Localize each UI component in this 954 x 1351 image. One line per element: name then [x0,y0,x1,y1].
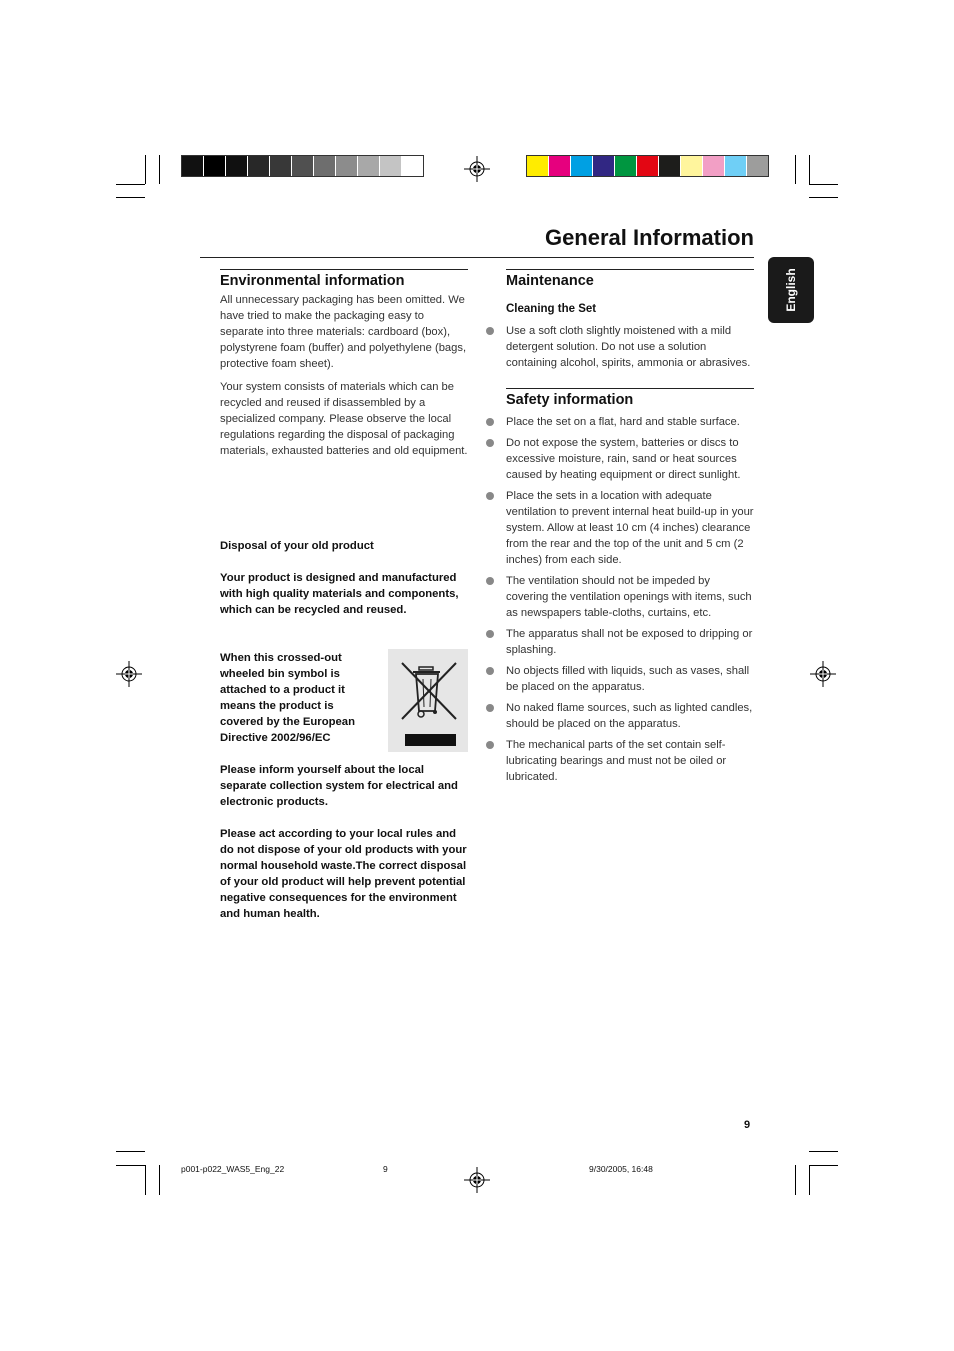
crop-mark [116,197,145,198]
crop-mark [116,184,145,185]
crossed-out-bin-icon [388,649,468,752]
crop-mark [795,155,796,184]
crop-mark [116,1151,145,1152]
disposal-paragraph-3: Please inform yourself about the local separate collection system for electrical and electronic products. [220,764,458,808]
footer-timestamp: 9/30/2005, 16:48 [589,1164,653,1174]
calibration-swatch [358,156,380,176]
crop-mark [145,155,146,184]
calibration-swatch [571,156,593,176]
registration-mark-icon [464,156,490,182]
calibration-swatch [637,156,659,176]
crop-mark [809,1151,838,1152]
calibration-swatch [182,156,204,176]
list-item: Place the set on a flat, hard and stable surface. [506,414,754,430]
calibration-swatch [527,156,549,176]
cleaning-heading: Cleaning the Set [506,303,597,315]
crop-mark [159,155,160,184]
disposal-paragraph-4: Please act according to your local rules and do not dispose of your old products with your normal household waste.The correct disposal of your old product will help prevent potential negative consequences for the environment and human health. [220,828,467,920]
calibration-swatch [248,156,270,176]
environmental-paragraph-1: All unnecessary packaging has been omitted. We have tried to make the packaging easy to separate into three materials: cardboard (box), polystyrene foam (buffer) and polyethylene (bags, protective foam sheet). [220,294,467,370]
weee-symbol [388,649,468,752]
page-title: General Information [200,224,754,258]
disposal-paragraph-1: Your product is designed and manufactured with high quality materials and components, which can be recycled and reused. [220,572,459,616]
calibration-swatch [336,156,358,176]
crop-mark [809,155,810,184]
list-item: The ventilation should not be impeded by covering the ventilation openings with items, such as newspapers table-cloths, curtains, etc. [506,573,754,621]
footer-file-name: p001-p022_WAS5_Eng_22 [181,1164,285,1174]
list-item: The apparatus shall not be exposed to dripping or splashing. [506,628,753,656]
list-item: No naked flame sources, such as lighted candles, should be placed on the apparatus. [506,702,753,730]
crop-mark [145,1165,146,1195]
calibration-swatch [402,156,423,176]
crop-mark [159,1165,160,1195]
list-item: Do not expose the system, batteries or discs to excessive moisture, rain, sand or heat sources caused by heating equipment or direct sunlight. [506,435,754,483]
calibration-swatch [593,156,615,176]
left-column [220,269,468,466]
crop-mark [116,1165,145,1166]
safety-heading: Safety information [506,388,754,410]
calibration-swatch [314,156,336,176]
calibration-swatch [703,156,725,176]
footer-page: 9 [383,1164,388,1174]
crop-mark [809,1165,838,1166]
calibration-swatch [270,156,292,176]
registration-mark-icon [810,661,836,687]
maintenance-heading: Maintenance [506,269,754,291]
right-column [506,269,754,790]
gray-calibration-bar [181,155,424,177]
crop-mark [809,1165,810,1195]
calibration-swatch [659,156,681,176]
page-number: 9 [744,1119,751,1131]
calibration-swatch [292,156,314,176]
environmental-heading: Environmental information [220,269,468,291]
list-item: No objects filled with liquids, such as vases, shall be placed on the apparatus. [506,663,754,695]
calibration-swatch [549,156,571,176]
registration-mark-icon [116,661,142,687]
disposal-heading: Disposal of your old product [220,540,374,552]
safety-list [506,414,754,785]
list-item: The mechanical parts of the set contain self-lubricating bearings and must not be oiled or lubricated. [506,737,754,785]
environmental-paragraph-2: Your system consists of materials which can be recycled and reused if disassembled by a specialized company. Please observe the local regulations regarding the disposal of packaging materials, exhausted batteries and old equipment. [220,381,468,457]
language-tab-label: English [784,268,798,312]
registration-mark-icon [464,1167,490,1193]
color-calibration-bar [526,155,769,177]
language-tab [768,257,814,323]
crop-mark [809,197,838,198]
list-item: Use a soft cloth slightly moistened with a mild detergent solution. Do not use a solution containing alcohol, spirits, ammonia or abrasives. [506,323,754,371]
calibration-swatch [204,156,226,176]
crop-mark [795,1165,796,1195]
calibration-swatch [747,156,768,176]
list-item: Place the sets in a location with adequate ventilation to prevent internal heat build-up in your system. Allow at least 10 cm (4 inches) clearance from the rear and the top of the unit and 5 cm (2 inches) from each side. [506,490,754,566]
crop-mark [809,184,838,185]
calibration-swatch [615,156,637,176]
cleaning-list [506,323,754,371]
disposal-paragraph-2: When this crossed-out wheeled bin symbol is attached to a product it means the product is covered by the European Directive 2002/96/EC [220,652,355,744]
calibration-swatch [226,156,248,176]
calibration-swatch [681,156,703,176]
calibration-swatch [380,156,402,176]
calibration-swatch [725,156,747,176]
